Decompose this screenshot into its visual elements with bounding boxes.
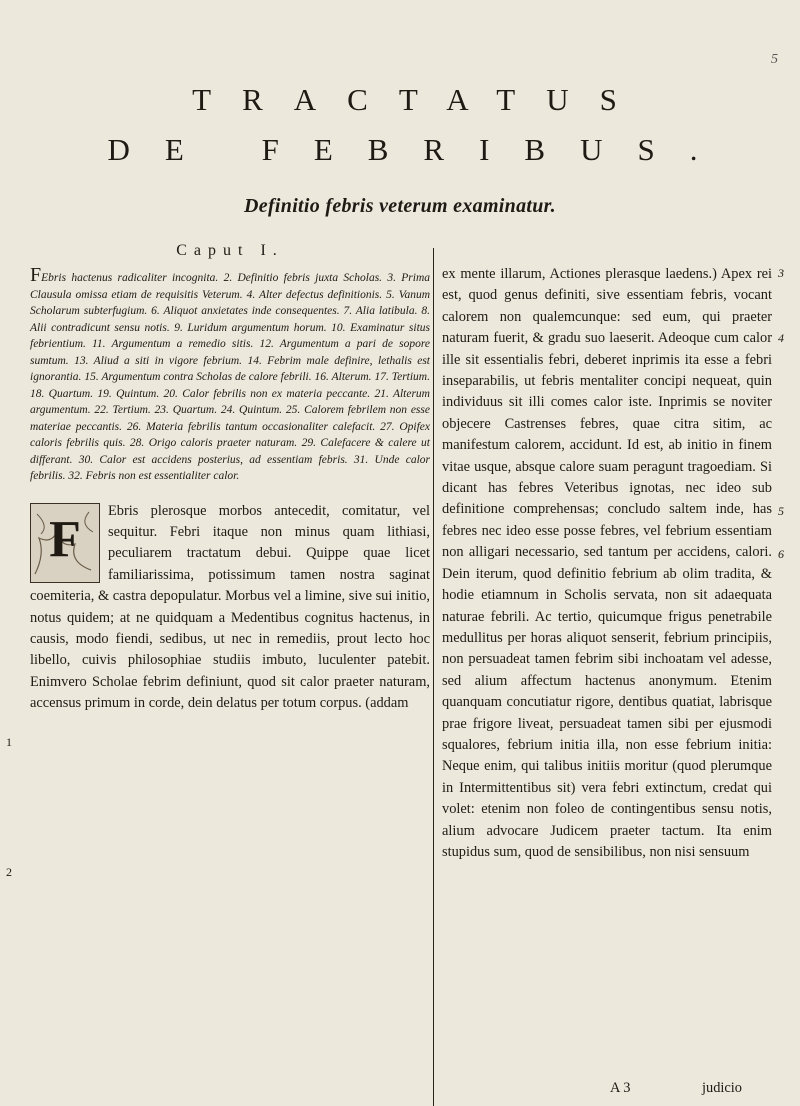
drop-cap: F xyxy=(49,510,81,568)
left-body-text: Ebris plerosque morbos antecedit, comitatur, vel sequitur. Febri itaque non minus quam lithiasi, peculiarem tractatum debui. Quippe quae licet familiarissima, potissimum tamen nostra saginat coemiteria, & castra depopulatur. Morbus vel a limine, sive sui initio, notus quidem; at ne quidquam a Medentibus cognitus hactenus, in causis, modo fiendi, sedibus, ut nec in remediis, prout lecto hoc libello, cuivis philosophiae studiis imbuto, luculenter patebit. Enimvero Scholae febrim definiunt, quod sit calor praeter naturam, accensus primum in corde, dein delatus per totum corpus. (addam xyxy=(30,502,430,712)
margin-number: 1 xyxy=(6,735,12,749)
signature-footer: A 3 xyxy=(610,1080,631,1096)
left-column xyxy=(30,240,430,715)
section-subtitle: Definitio febris veterum examinatur. xyxy=(244,195,556,217)
chapter-summary xyxy=(30,264,430,485)
title-line-1: TRACTATUS xyxy=(192,82,648,117)
margin-number: 4 xyxy=(778,331,784,345)
right-column xyxy=(442,264,772,863)
catchword: judicio xyxy=(702,1080,742,1096)
summary-initial: F xyxy=(30,264,42,286)
margin-number: 3 xyxy=(778,266,784,280)
signature-mark: 5 xyxy=(771,52,778,67)
chapter-label: Caput I. xyxy=(176,242,284,259)
column-divider xyxy=(433,248,434,1106)
body-left xyxy=(30,501,430,715)
right-body-text: ex mente illarum, Actiones plerasque laedens.) Apex rei est, quod genus definiti, sive essentiam febris, vocant calorem non qualemcunque: sed eum, qui praeter naturam fuerit, & gradu suo laeserit. Adeoque cum calor ille sit essentialis febri, deberet inprimis ita esse a febri inseparabilis, ut febris mentaliter concipi nequeat, quin individuus sit illi comes calor iste. Inprimis se noviter objecere Castrenses febres, quae citra sitim, ac manifestum calorem, accidunt. Id est, ab initio in finem vitae usque, absque calore suam peragunt tragoediam. Si dicant has febres Veteribus ignotas, nec ideo sub definitione comprehensas; concludo saltem inde, has febres nec ideo esse posse febres, vel febrium essentiam non alligari necessario, sed tantum per accidens, calori. Dein iterum, quod definitio febrium ab olim tradita, & hodie etiamnum in Scholis servata, non sit adaequata naturae febrili. Ac tertio, quicumque frigus penetrabile medullitus per horas aliquot senserit, febrium principiis, non persuadeat tamen febrim sibi inchoatam vel adesse, sed alium affectum hactenus anonymum. Etenim quanquam concutiatur rigore, dentibus quatiat, labrisque prae frigore liveat, persuadeat tamen sibi per ejusmodi squalores, febrium initia illa, non esse febrium initia: Neque enim, qui talibus initiis moritur (quod plerumque in Intermittentibus sit) vera febri extinctum, credat qui volet: etenim non foleo de contingentibus sensu notis, alium advocare Judicem praeter tactum. Ita enim stupidus sum, quod de sensibilibus, non nisi sensuum xyxy=(442,266,772,860)
margin-number: 5 xyxy=(778,504,784,518)
margin-number: 2 xyxy=(6,865,12,879)
title-line-2: DE FEBRIBUS. xyxy=(107,132,733,167)
margin-number: 6 xyxy=(778,547,784,561)
decorated-initial xyxy=(30,503,100,583)
summary-text: Ebris hactenus radicaliter incognita. 2. Definitio febris juxta Scholas. 3. Prima Clausula omissa etiam de requisitis Veterum. 4. Alter defectus definitionis. 5. Vanum Scholarum subterfugium. 6. Aliquot anxietates inde consequentes. 7. Alia latibula. 8. Alii contradicunt sensu notis. 9. Luridum argumentum horum. 10. Examinatur situs febrientium. 11. Argumentum a remedio sitis. 12. Argumentum a pari de sopore sumtum. 13. Aliud a siti in vigore febrium. 14. Febrim male definire, lethalis est ignorantia. 15. Argumentum contra Scholas de calore febrili. 16. Alterum. 17. Tertium. 18. Quartum. 19. Quintum. 20. Calor febrilis non ex materia peccante. 21. Alterum argumentum. 22. Tertium. 23. Quartum. 24. Quintum. 25. Calorem febrilem non esse materiae peccantis. 26. Materia febrilis tantum occasionaliter calefacit. 27. Opifex caloris febrilis quis. 28. Origo caloris praeter naturam. 29. Calefacere & calere ut differant. 30. Calor est accidens posterius, ad essentiam febris. 31. Unde calor febrilis. 32. Febris non est essentialiter calor. xyxy=(30,272,430,482)
